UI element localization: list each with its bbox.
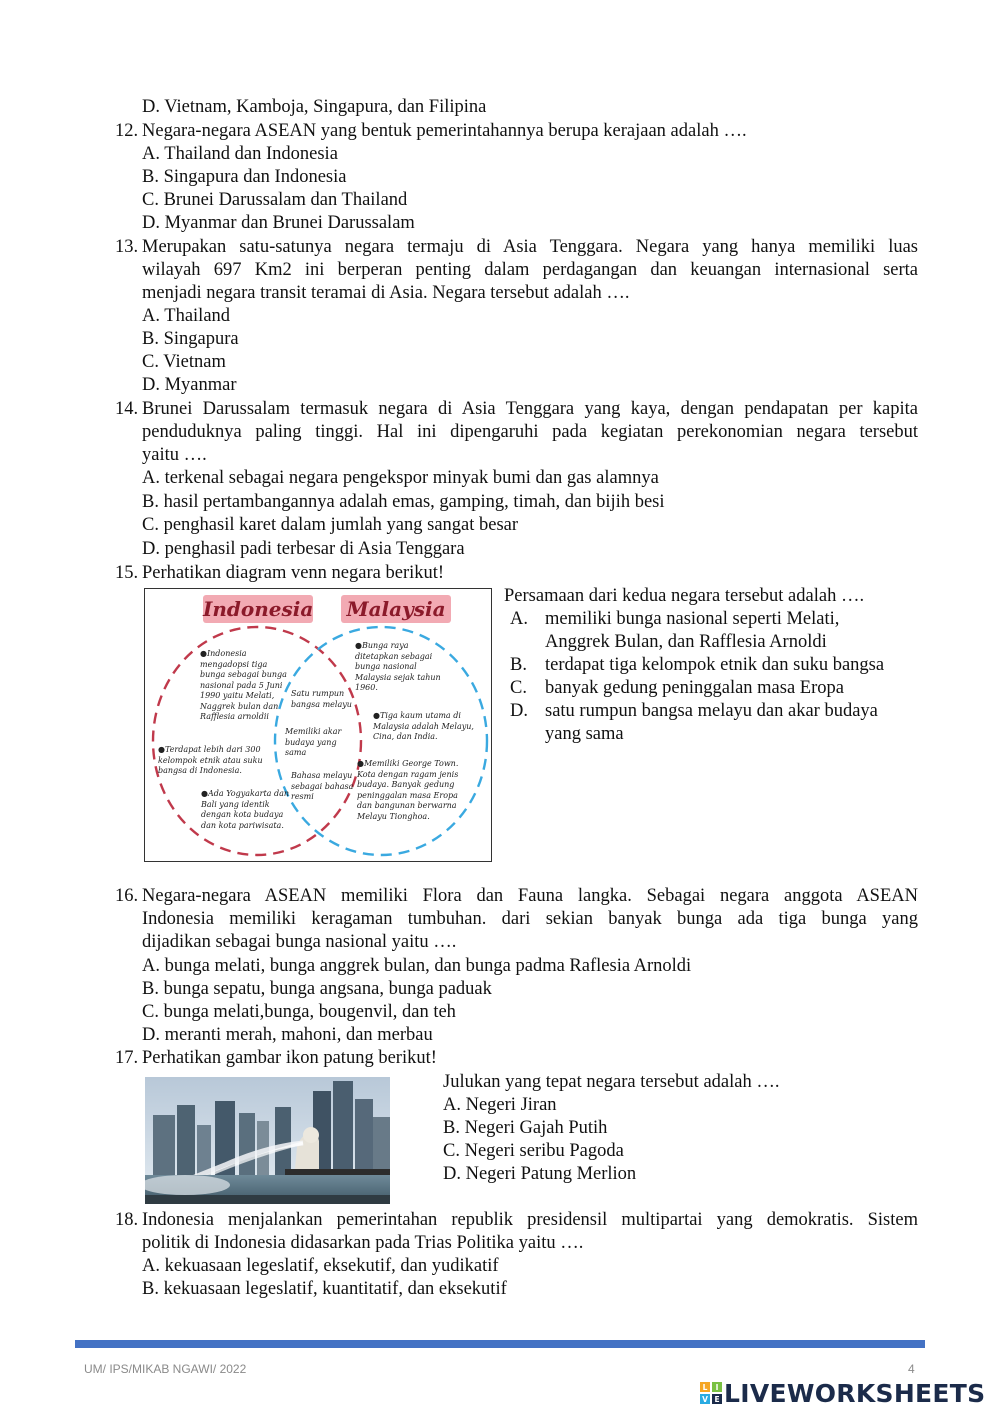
q16-option-a[interactable]: A. bunga melati, bunga anggrek bulan, dan bunga padma Raflesia Arnoldi — [142, 956, 692, 976]
q15-option-b-letter[interactable]: B. — [510, 655, 527, 675]
q18-option-b[interactable]: B. kekuasaan legeslatif, kuantitatif, dan eksekutif — [142, 1279, 507, 1299]
q13-text — [142, 236, 918, 305]
q15-number: 15. — [115, 563, 139, 583]
footer-label: UM/ IPS/MIKAB NGAWI/ 2022 — [84, 1362, 247, 1376]
q14-line-1: Brunei Darussalam termasuk negara di Asia Tenggara yang kaya, dengan pendapatan per kapita — [142, 399, 918, 419]
q16-line-2: Indonesia memiliki keragaman tumbuhan. dari sekian banyak bunga ada tiga bunga yang — [142, 909, 918, 929]
venn-right-item-2: ●Tiga kaum utama di Malaysia adalah Melayu, Cina, dan India. — [373, 711, 474, 741]
q18-line-2: politik di Indonesia didasarkan pada Trias Politika yaitu …. — [142, 1233, 584, 1253]
q14-option-d[interactable]: D. penghasil padi terbesar di Asia Tenggara — [142, 539, 465, 559]
logo-tile-letter-i: I — [715, 1383, 719, 1393]
venn-title-indonesia: Indonesia — [203, 597, 314, 621]
q15-option-c-letter[interactable]: C. — [510, 678, 527, 698]
q14-line-3: yaitu …. — [142, 445, 207, 465]
q15-side-text: Persamaan dari kedua negara tersebut adalah …. — [504, 586, 865, 606]
q15-option-d-letter[interactable]: D. — [510, 701, 528, 721]
venn-right-item-1: ●Bunga raya ditetapkan sebagai bunga nasional Malaysia sejak tahun 1960. — [355, 641, 441, 692]
q13-number: 13. — [115, 237, 139, 257]
venn-left-item-2: ●Terdapat lebih dari 300 kelompok etnik atau suku bangsa di Indonesia. — [158, 745, 263, 775]
q15-option-d-line-2[interactable]: yang sama — [545, 724, 624, 744]
q18-line-1: Indonesia menjalankan pemerintahan republik presidensil multipartai yang demokratis. Sistem — [142, 1210, 918, 1230]
q15-option-a-line-2[interactable]: Anggrek Bulan, dan Rafflesia Arnoldi — [545, 632, 827, 652]
q14-line-2: penduduknya paling tinggi. Hal ini dipengaruhi pada kegiatan perekonomian negara tersebut — [142, 422, 918, 442]
q13-option-a[interactable]: A. Thailand — [142, 306, 231, 326]
q16-line-1: Negara-negara ASEAN memiliki Flora dan Fauna langka. Sebagai negara anggota ASEAN — [142, 886, 918, 906]
q17-option-c[interactable]: C. Negeri seribu Pagoda — [443, 1141, 624, 1161]
q16-text — [142, 885, 918, 954]
venn-right-item-3: ●Memiliki George Town. Kota dengan ragam jenis budaya. Banyak gedung peninggalan masa Eropa dan bangunan berwarna Melayu Tionghoa. — [357, 759, 459, 821]
q12-text: Negara-negara ASEAN yang bentuk pemerintahannya berupa kerajaan adalah …. — [142, 121, 747, 141]
q13-line-2: wilayah 697 Km2 ini berperan penting dalam perdagangan dan keuangan internasional serta — [142, 260, 918, 280]
q14-option-a[interactable]: A. terkenal sebagai negara pengekspor minyak bumi dan gas alamnya — [142, 468, 659, 488]
q13-option-d[interactable]: D. Myanmar — [142, 375, 237, 395]
q17-side-text: Julukan yang tepat negara tersebut adalah …. — [443, 1072, 780, 1092]
q15-option-a-line-1[interactable]: memiliki bunga nasional seperti Melati, — [545, 609, 840, 629]
q12-option-b[interactable]: B. Singapura dan Indonesia — [142, 167, 347, 187]
liveworksheets-logo[interactable] — [700, 1377, 985, 1409]
q14-option-c[interactable]: C. penghasil karet dalam jumlah yang sangat besar — [142, 515, 519, 535]
q15-option-b-line-1[interactable]: terdapat tiga kelompok etnik dan suku bangsa — [545, 655, 885, 675]
prev-option-d: D. Vietnam, Kamboja, Singapura, dan Filipina — [142, 97, 487, 117]
page-number: 4 — [908, 1362, 915, 1376]
q15-option-c-line-1[interactable]: banyak gedung peninggalan masa Eropa — [545, 678, 844, 698]
venn-middle-item-2: Memiliki akar budaya yang sama — [285, 727, 342, 757]
venn-left-item-3: ●Ada Yogyakarta dan Bali yang identik dengan kota budaya dan kota pariwisata. — [201, 789, 290, 830]
q16-option-b[interactable]: B. bunga sepatu, bunga angsana, bunga paduak — [142, 979, 492, 999]
q16-number: 16. — [115, 886, 139, 906]
q17-option-b[interactable]: B. Negeri Gajah Putih — [443, 1118, 608, 1138]
q15-text: Perhatikan diagram venn negara berikut! — [142, 563, 445, 583]
q16-option-d[interactable]: D. meranti merah, mahoni, dan merbau — [142, 1025, 433, 1045]
q18-number: 18. — [115, 1210, 139, 1230]
venn-middle-item-3: Bahasa melayu sebagai bahasa resmi — [291, 771, 354, 801]
venn-left-item-1: ●Indonesia mengadopsi tiga bunga sebagai bunga nasional pada 5 Juni 1990 yaitu Melati, Naggrek bulan dan Rafflesia arnoldii — [200, 649, 287, 721]
merlion-photo — [145, 1077, 390, 1204]
q13-line-3: menjadi negara transit teramai di Asia. Negara tersebut adalah …. — [142, 283, 630, 303]
footer-divider — [75, 1340, 925, 1348]
q13-line-1: Merupakan satu-satunya negara termaju di Asia Tenggara. Negara yang hanya memiliki luas — [142, 237, 918, 257]
q12-number: 12. — [115, 121, 139, 141]
q15-option-d-line-1[interactable]: satu rumpun bangsa melayu dan akar budaya — [545, 701, 878, 721]
q16-line-3: dijadikan sebagai bunga nasional yaitu …. — [142, 932, 457, 952]
venn-diagram — [144, 588, 492, 862]
liveworksheets-wordmark: LIVEWORKSHEETS — [724, 1378, 986, 1408]
q17-text: Perhatikan gambar ikon patung berikut! — [142, 1048, 437, 1068]
q14-text — [142, 398, 918, 467]
q18-text — [142, 1209, 918, 1255]
q18-option-a[interactable]: A. kekuasaan legeslatif, eksekutif, dan yudikatif — [142, 1256, 499, 1276]
logo-tile-letter-l: L — [702, 1383, 708, 1393]
q13-option-c[interactable]: C. Vietnam — [142, 352, 226, 372]
q12-option-d[interactable]: D. Myanmar dan Brunei Darussalam — [142, 213, 415, 233]
q12-option-c[interactable]: C. Brunei Darussalam dan Thailand — [142, 190, 408, 210]
q12-option-a[interactable]: A. Thailand dan Indonesia — [142, 144, 338, 164]
merlion-illustration — [145, 1077, 390, 1204]
q15-option-a-letter[interactable]: A. — [510, 609, 528, 629]
venn-title-malaysia: Malaysia — [341, 595, 451, 623]
q17-number: 17. — [115, 1048, 139, 1068]
logo-tile-letter-e: E — [714, 1395, 720, 1404]
logo-tile-letter-v: V — [702, 1395, 708, 1404]
q13-option-b[interactable]: B. Singapura — [142, 329, 239, 349]
q17-option-d[interactable]: D. Negeri Patung Merlion — [443, 1164, 637, 1184]
q14-option-b[interactable]: B. hasil pertambangannya adalah emas, gamping, timah, dan bijih besi — [142, 492, 665, 512]
q17-option-a[interactable]: A. Negeri Jiran — [443, 1095, 557, 1115]
liveworksheets-tiles-icon — [700, 1382, 722, 1404]
q16-option-c[interactable]: C. bunga melati,bunga, bougenvil, dan teh — [142, 1002, 456, 1022]
q14-number: 14. — [115, 399, 139, 419]
venn-middle-item-1: Satu rumpun bangsa melayu — [291, 689, 352, 709]
